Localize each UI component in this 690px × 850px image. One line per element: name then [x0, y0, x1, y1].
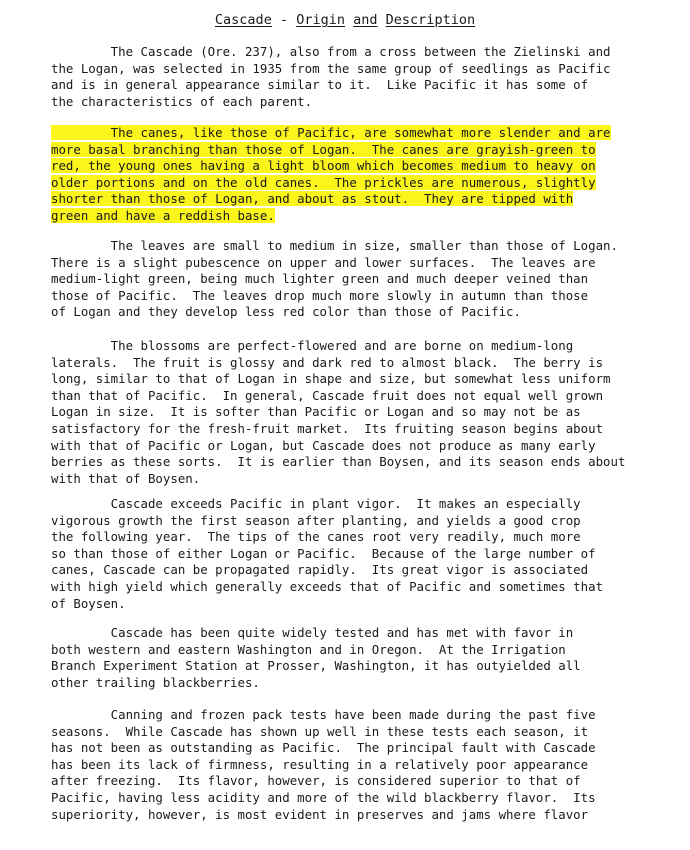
paragraph-leaves	[51, 238, 676, 321]
text-line: Canning and frozen pack tests have been made during the past five	[51, 707, 596, 722]
highlighted-text-line: more basal branching than those of Logan. The canes are grayish-green to	[51, 141, 596, 157]
highlighted-text-line: shorter than those of Logan, and about as stout. They are tipped with	[51, 191, 574, 207]
text-line: The Cascade (Ore. 237), also from a cross between the Zielinski and	[51, 44, 611, 59]
text-line: Branch Experiment Station at Prosser, Washington, it has outyielded all	[51, 658, 581, 674]
text-line: than that of Pacific. In general, Cascade fruit does not equal well grown	[51, 387, 604, 403]
text-line: other trailing blackberries.	[51, 674, 260, 690]
paragraph-vigor	[51, 496, 676, 612]
text-line: and is in general appearance similar to it. Like Pacific it has some of	[51, 77, 589, 93]
text-line: has been its lack of firmness, resulting in a relatively poor appearance	[51, 756, 589, 772]
text-line: Logan in size. It is softer than Pacific or Logan and so may not be as	[51, 404, 581, 420]
text-line: so than those of either Logan or Pacific. Because of the large number of	[51, 545, 596, 561]
title-dash: -	[271, 12, 297, 28]
text-line: seasons. While Cascade has shown up well in these tests each season, it	[51, 723, 589, 739]
text-line: There is a slight pubescence on upper and lower surfaces. The leaves are	[51, 254, 596, 270]
text-line: The blossoms are perfect-flowered and are borne on medium-long	[51, 338, 574, 353]
text-line: superiority, however, is most evident in preserves and jams where flavor	[51, 806, 589, 822]
title-origin: Origin	[296, 12, 345, 28]
text-line: both western and eastern Washington and in Oregon. At the Irrigation	[51, 641, 566, 657]
paragraph-canes-highlighted	[51, 125, 676, 225]
title-cascade: Cascade	[214, 12, 272, 28]
text-line: Cascade exceeds Pacific in plant vigor. It makes an especially	[51, 496, 581, 511]
text-line: canes, Cascade can be propagated rapidly. Its great vigor is associated	[51, 562, 589, 578]
text-line: those of Pacific. The leaves drop much more slowly in autumn than those	[51, 287, 589, 303]
paragraph-testing	[51, 625, 676, 691]
text-line: vigorous growth the first season after planting, and yields a good crop	[51, 512, 581, 528]
text-line: the following year. The tips of the canes root very readily, much more	[51, 529, 581, 545]
text-line: after freezing. Its flavor, however, is considered superior to that of	[51, 773, 581, 789]
paragraph-canning	[51, 707, 676, 823]
text-line: the Logan, was selected in 1935 from the same group of seedlings as Pacific	[51, 60, 611, 76]
paragraph-blossoms	[51, 338, 676, 487]
text-line: with high yield which generally exceeds that of Pacific and sometimes that	[51, 578, 604, 594]
title-and: and	[353, 12, 378, 28]
highlighted-text-line: The canes, like those of Pacific, are somewhat more slender and are	[51, 125, 611, 140]
highlighted-text-line: green and have a reddish base.	[51, 207, 275, 223]
text-line: with that of Boysen.	[51, 470, 201, 486]
text-line: medium-light green, being much lighter green and much deeper veined than	[51, 271, 589, 287]
text-line: Pacific, having less acidity and more of the wild blackberry flavor. Its	[51, 789, 596, 805]
highlighted-text-line: older portions and on the old canes. The prickles are numerous, slightly	[51, 174, 596, 190]
text-line: long, similar to that of Logan in shape and size, but somewhat less uniform	[51, 371, 611, 387]
text-line: with that of Pacific or Logan, but Cascade does not produce as many early	[51, 437, 596, 453]
page-title	[0, 10, 690, 30]
text-line: satisfactory for the fresh-fruit market. Its fruiting season begins about	[51, 420, 604, 436]
paragraph-origin	[51, 44, 676, 110]
text-line: of Logan and they develop less red color than those of Pacific.	[51, 304, 521, 320]
highlighted-text-line: red, the young ones having a light bloom which becomes medium to heavy on	[51, 158, 596, 174]
text-line: Cascade has been quite widely tested and has met with favor in	[51, 625, 574, 640]
title-description: Description	[385, 12, 476, 28]
text-line: has not been as outstanding as Pacific. The principal fault with Cascade	[51, 740, 596, 756]
text-line: of Boysen.	[51, 595, 126, 611]
text-line: laterals. The fruit is glossy and dark red to almost black. The berry is	[51, 354, 604, 370]
text-line: the characteristics of each parent.	[51, 93, 313, 109]
text-line: The leaves are small to medium in size, smaller than those of Logan.	[51, 238, 618, 253]
text-line: berries as these sorts. It is earlier than Boysen, and its season ends about	[51, 454, 626, 470]
